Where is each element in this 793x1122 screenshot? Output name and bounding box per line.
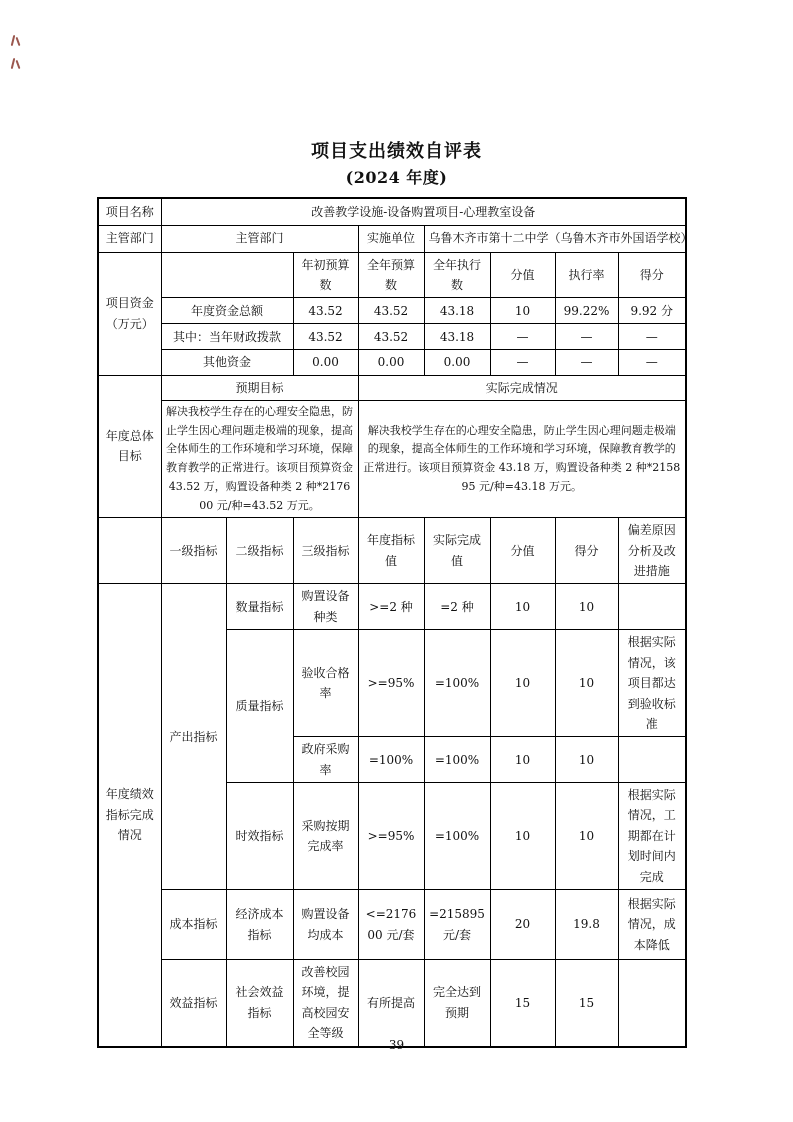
target-value: >=95% (358, 630, 424, 737)
indicator-col-header: 得分 (555, 518, 618, 584)
target-value: 有所提高 (358, 960, 424, 1047)
funding-row-label: 年度资金总额 (161, 298, 293, 324)
score-total: 15 (490, 960, 555, 1047)
department-value: 主管部门 (161, 225, 358, 252)
target-value: >=2 种 (358, 584, 424, 630)
funding-cell: 0.00 (358, 350, 424, 375)
funding-cell: — (490, 350, 555, 375)
level3-indicator: 采购按期完成率 (293, 783, 358, 890)
deviation-note (618, 737, 686, 783)
level3-indicator: 改善校园环境，提高校园安全等级 (293, 960, 358, 1047)
funding-col-header: 全年预算数 (358, 252, 424, 298)
level2-indicator: 社会效益指标 (226, 960, 293, 1047)
funding-cell: 9.92 分 (618, 298, 686, 324)
funding-cell: 43.52 (358, 298, 424, 324)
expected-goal-text: 解决我校学生存在的心理安全隐患，防止学生因心理问题走极端的现象，提高全体师生的工作环境和学习环境，保障教育教学的正常进行。该项目预算资金 43.52 万，购置设备种类 2 种*217600 元/种=43.52 万元。 (161, 401, 358, 518)
funding-cell: 10 (490, 298, 555, 324)
level1-output-indicator: 产出指标 (161, 584, 226, 890)
funding-col-header: 年初预算数 (293, 252, 358, 298)
score-total: 20 (490, 890, 555, 960)
funding-section-label: 项目资金（万元） (98, 252, 161, 375)
indicator-col-header: 偏差原因分析及改进措施 (618, 518, 686, 584)
funding-cell: 43.18 (424, 298, 490, 324)
funding-col-header: 执行率 (555, 252, 618, 298)
project-name-label: 项目名称 (98, 198, 161, 225)
actual-value: =215895 元/套 (424, 890, 490, 960)
score: 10 (555, 737, 618, 783)
level1-cost-indicator: 成本指标 (161, 890, 226, 960)
funding-row-fiscal (98, 324, 686, 350)
funding-cell: 43.52 (358, 324, 424, 350)
indicator-col-header: 实际完成值 (424, 518, 490, 584)
funding-cell: — (555, 350, 618, 375)
score: 10 (555, 630, 618, 737)
actual-value: 完全达到预期 (424, 960, 490, 1047)
indicator-row-quantity (98, 584, 686, 630)
indicator-header-empty (98, 518, 161, 584)
funding-cell: — (490, 324, 555, 350)
actual-goal-header: 实际完成情况 (358, 375, 686, 400)
funding-cell: 43.52 (293, 324, 358, 350)
indicator-row-benefit (98, 960, 686, 1047)
project-name-value: 改善教学设施-设备购置项目-心理教室设备 (161, 198, 686, 225)
funding-row-total (98, 298, 686, 324)
score: 10 (555, 783, 618, 890)
indicator-row-cost (98, 890, 686, 960)
score: 19.8 (555, 890, 618, 960)
funding-cell: 43.18 (424, 324, 490, 350)
funding-cell: — (618, 350, 686, 375)
actual-value: =100% (424, 630, 490, 737)
indicator-col-header: 年度指标值 (358, 518, 424, 584)
page-subtitle: (2024 年度) (345, 168, 448, 187)
funding-cell: 0.00 (293, 350, 358, 375)
deviation-note: 根据实际情况，成本降低 (618, 890, 686, 960)
indicator-section-label: 年度绩效指标完成情况 (98, 584, 161, 1047)
level2-indicator: 时效指标 (226, 783, 293, 890)
funding-cell: — (555, 324, 618, 350)
actual-value: =100% (424, 737, 490, 783)
score: 15 (555, 960, 618, 1047)
funding-cell: 43.52 (293, 298, 358, 324)
funding-col-header: 全年执行数 (424, 252, 490, 298)
indicator-col-header: 三级指标 (293, 518, 358, 584)
unit-value: 乌鲁木齐市第十二中学（乌鲁木齐市外国语学校） (424, 225, 686, 252)
indicator-col-header: 二级指标 (226, 518, 293, 584)
funding-cell: 99.22% (555, 298, 618, 324)
goal-section-label: 年度总体目标 (98, 375, 161, 518)
funding-row-other (98, 350, 686, 375)
red-mark-icon (9, 34, 22, 48)
target-value: >=95% (358, 783, 424, 890)
actual-value: =2 种 (424, 584, 490, 630)
funding-col-header: 分值 (490, 252, 555, 298)
deviation-note (618, 960, 686, 1047)
target-value: =100% (358, 737, 424, 783)
corner-annotation-marks (9, 34, 22, 80)
red-mark-icon (9, 57, 22, 71)
page-title: 项目支出绩效自评表 (311, 141, 482, 162)
level1-benefit-indicator: 效益指标 (161, 960, 226, 1047)
department-label: 主管部门 (98, 225, 161, 252)
actual-value: =100% (424, 783, 490, 890)
level2-indicator: 数量指标 (226, 584, 293, 630)
indicator-col-header: 一级指标 (161, 518, 226, 584)
score: 10 (555, 584, 618, 630)
target-value: <=217600 元/套 (358, 890, 424, 960)
actual-goal-text: 解决我校学生存在的心理安全隐患，防止学生因心理问题走极端的现象，提高全体师生的工作环境和学习环境，保障教育教学的正常进行。该项目预算资金 43.18 万，购置设备种类 2 种*215895 元/种=43.18 万元。 (358, 401, 686, 518)
funding-cell: 0.00 (424, 350, 490, 375)
level3-indicator: 购置设备均成本 (293, 890, 358, 960)
expected-goal-header: 预期目标 (161, 375, 358, 400)
deviation-note (618, 584, 686, 630)
score-total: 10 (490, 584, 555, 630)
level3-indicator: 政府采购率 (293, 737, 358, 783)
funding-row-label: 其他资金 (161, 350, 293, 375)
deviation-note: 根据实际情况，工期都在计划时间内完成 (618, 783, 686, 890)
funding-row-label-header-empty (161, 252, 293, 298)
score-total: 10 (490, 737, 555, 783)
page-number: 39 (388, 1038, 405, 1052)
funding-row-label: 其中：当年财政拨款 (161, 324, 293, 350)
funding-col-header: 得分 (618, 252, 686, 298)
score-total: 10 (490, 630, 555, 737)
indicator-col-header: 分值 (490, 518, 555, 584)
deviation-note: 根据实际情况，该项目都达到验收标准 (618, 630, 686, 737)
score-total: 10 (490, 783, 555, 890)
level2-indicator: 质量指标 (226, 630, 293, 783)
self-evaluation-table (97, 197, 693, 1048)
funding-cell: — (618, 324, 686, 350)
level2-indicator: 经济成本指标 (226, 890, 293, 960)
unit-label: 实施单位 (358, 225, 424, 252)
level3-indicator: 购置设备种类 (293, 584, 358, 630)
level3-indicator: 验收合格率 (293, 630, 358, 737)
